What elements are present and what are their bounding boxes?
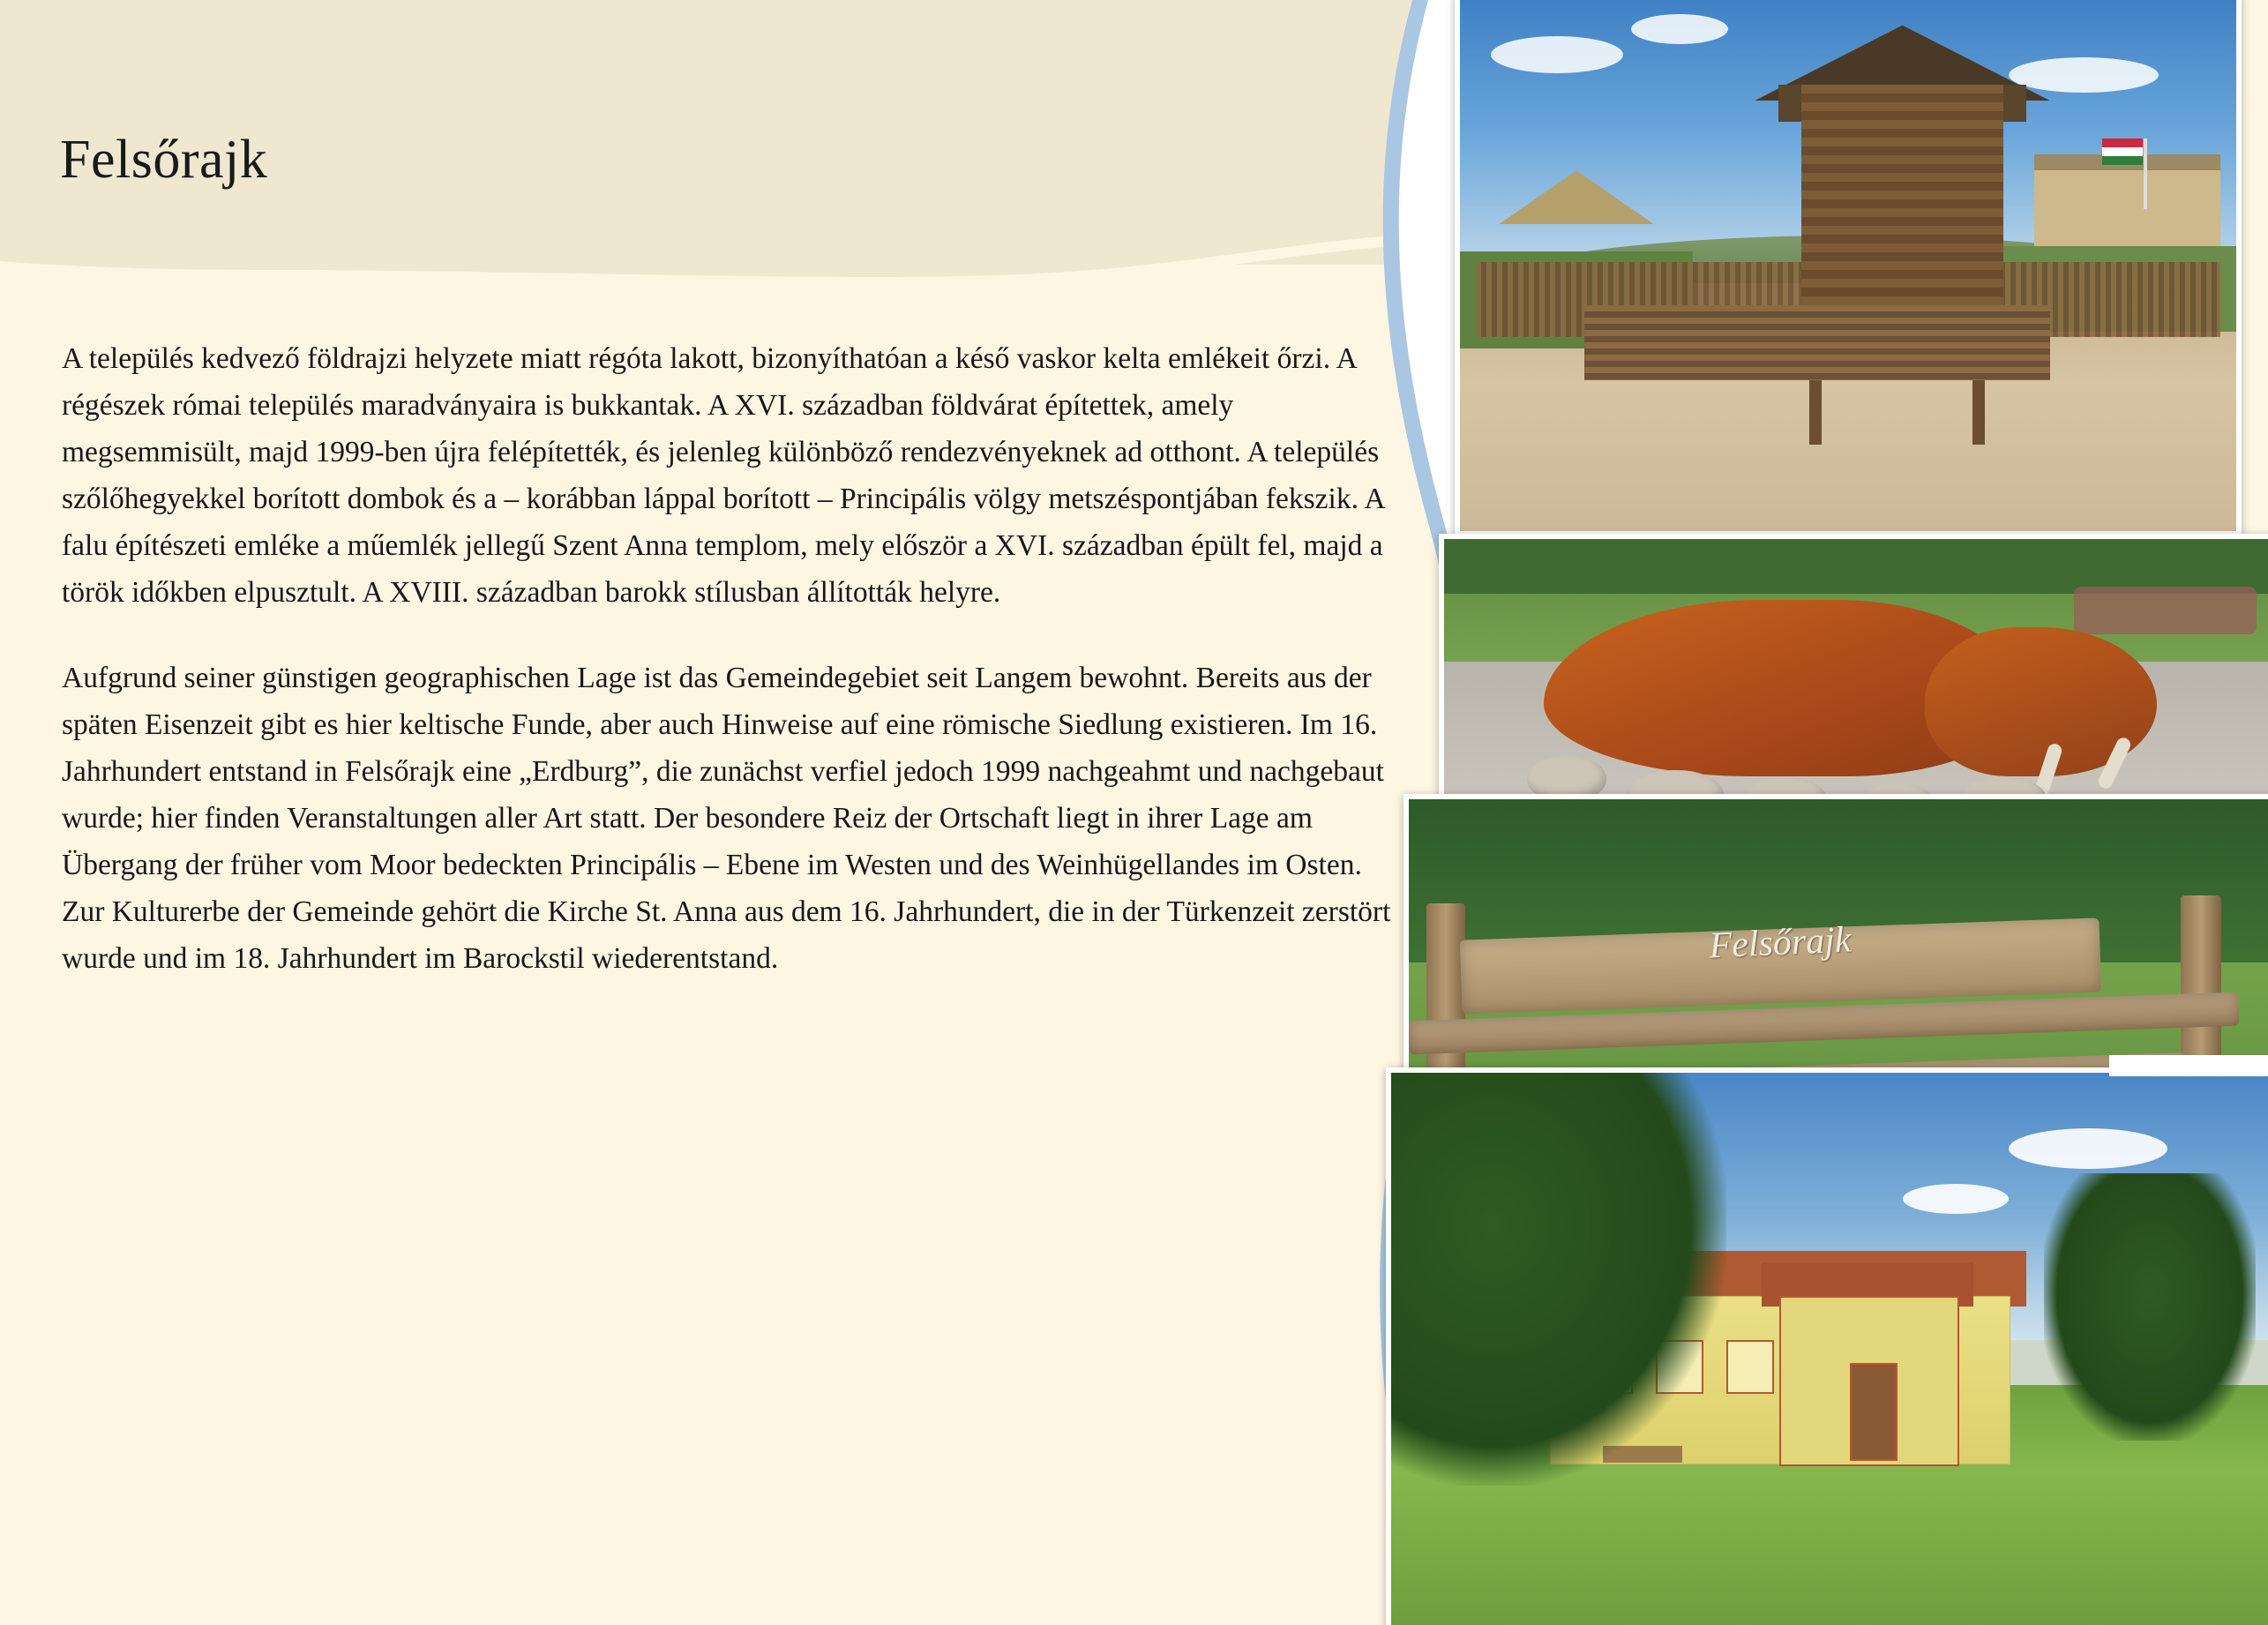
flag-pole (2144, 139, 2147, 209)
photo-collage (1386, 0, 2268, 1625)
flower-bed (2074, 587, 2257, 634)
photo-yellow-village-house (1386, 1067, 2268, 1625)
cloud-icon (1491, 36, 1623, 73)
cloud-icon (2009, 1128, 2167, 1169)
house-door (1850, 1363, 1897, 1461)
body-text-column (62, 335, 1403, 1021)
hungarian-flag-icon (2102, 139, 2143, 165)
large-tree-left (1386, 1067, 1726, 1486)
collage-corner-notch (2109, 1055, 2268, 1076)
tree-right (2044, 1173, 2256, 1441)
tower-steps (1584, 305, 2050, 380)
house-window (1726, 1340, 1774, 1394)
page-title: Felsőrajk (60, 130, 268, 190)
paragraph-hungarian: A település kedvező földrajzi helyzete miatt régóta lakott, bizonyíthatóan a késő vaskor kelta emlékeit őrzi. A régészek római település maradványaira is bukkantak. A XVI. században földvárat építettek, amely megsemmisült, majd 1999-ben újra felépítették, és jelenleg különböző rendezvényeknek ad otthont. A település szőlőhegyekkel borított dombok és a – korábban láppal borított – Principális völgy metszéspontjában fekszik. A falu építészeti emléke a műemlék jellegű Szent Anna templom, mely először a XVI. században épült fel, majd a török időkben elpusztult. A XVIII. században barokk stílusban állították helyre. (62, 342, 1384, 609)
barn-building (2034, 170, 2220, 245)
paragraph-german: Aufgrund seiner günstigen geographischen Lage ist das Gemeindegebiet seit Langem bewohnt. Bereits aus der späten Eisenzeit gibt es hier keltische Funde, aber auch Hinweise auf eine römische Siedlung existieren. Im 16. Jahrhundert entstand in Felsőrajk eine „Erdburg”, die zunächst verfiel jedoch 1999 nachgeahmt und nachgebaut wurde; hier finden Veranstaltungen aller Art statt. Der besondere Reiz der Ortschaft liegt in ihrer Lage am Übergang der früher vom Moor bedeckten Principális – Ebene im Westen und des Weinhügellandes im Osten. Zur Kulturerbe der Gemeinde gehört die Kirche St. Anna aus dem 16. Jahrhundert, die in der Türkenzeit zerstört wurde und im 18. Jahrhundert im Barockstil wiederentstand. (62, 662, 1391, 975)
hedge (1444, 539, 2268, 594)
tower-body (1801, 85, 2003, 343)
village-sign-text: Felsőrajk (1708, 919, 1853, 967)
photo-wooden-lookout-tower (1455, 0, 2242, 536)
cloud-icon (2009, 57, 2159, 93)
